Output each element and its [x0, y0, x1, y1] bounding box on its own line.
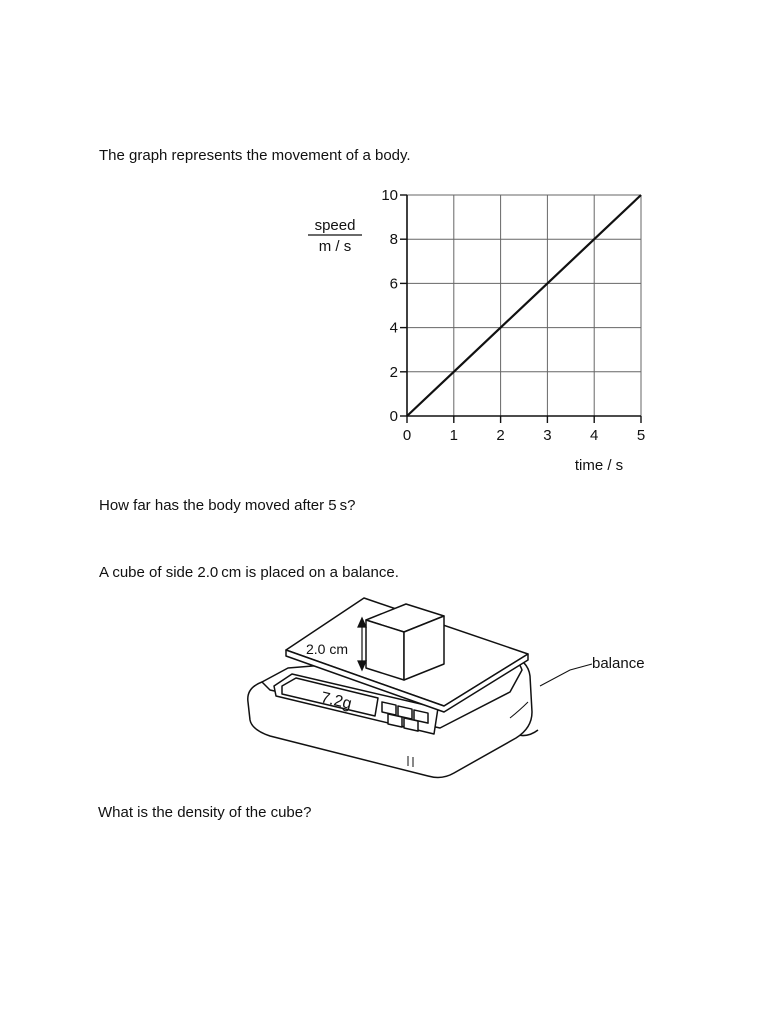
balance-button-5: [404, 718, 418, 731]
graph-intro-text: The graph represents the movement of a body.: [99, 147, 411, 164]
graph-series: [407, 195, 641, 416]
x-tick-label: 3: [543, 427, 552, 444]
cube-dimension-label: 2.0 cm: [306, 641, 349, 657]
y-tick-label: 0: [389, 408, 398, 425]
balance-button-1: [382, 702, 396, 715]
x-tick-label: 2: [496, 427, 505, 444]
y-tick-label: 4: [389, 319, 398, 337]
balance-illustration: [240, 590, 680, 790]
y-tick-label: 6: [389, 275, 398, 293]
graph-question-text: How far has the body moved after 5 s?: [99, 497, 356, 514]
cube-intro-text: A cube of side 2.0 cm is placed on a balance.: [99, 564, 399, 581]
balance-callout-line: [540, 664, 592, 686]
balance-button-4: [388, 714, 402, 727]
x-tick-label: 4: [590, 427, 599, 444]
density-question-text: What is the density of the cube?: [98, 804, 312, 821]
y-tick-label: 2: [389, 363, 398, 381]
balance-callout-label: balance: [592, 655, 645, 672]
x-tick-label: 1: [449, 427, 458, 444]
y-axis-label-top: speed: [314, 217, 356, 234]
x-axis-label: time / s: [574, 457, 624, 474]
y-axis-label-bottom: m / s: [318, 238, 352, 255]
balance-display-reading: 7.2g: [319, 689, 354, 713]
y-tick-label: 10: [381, 187, 398, 204]
x-tick-label: 5: [636, 427, 646, 444]
y-tick-label: 8: [389, 231, 398, 249]
x-tick-label: 0: [402, 427, 412, 444]
speed-series-line: [407, 195, 641, 416]
speed-time-graph: [300, 180, 660, 480]
